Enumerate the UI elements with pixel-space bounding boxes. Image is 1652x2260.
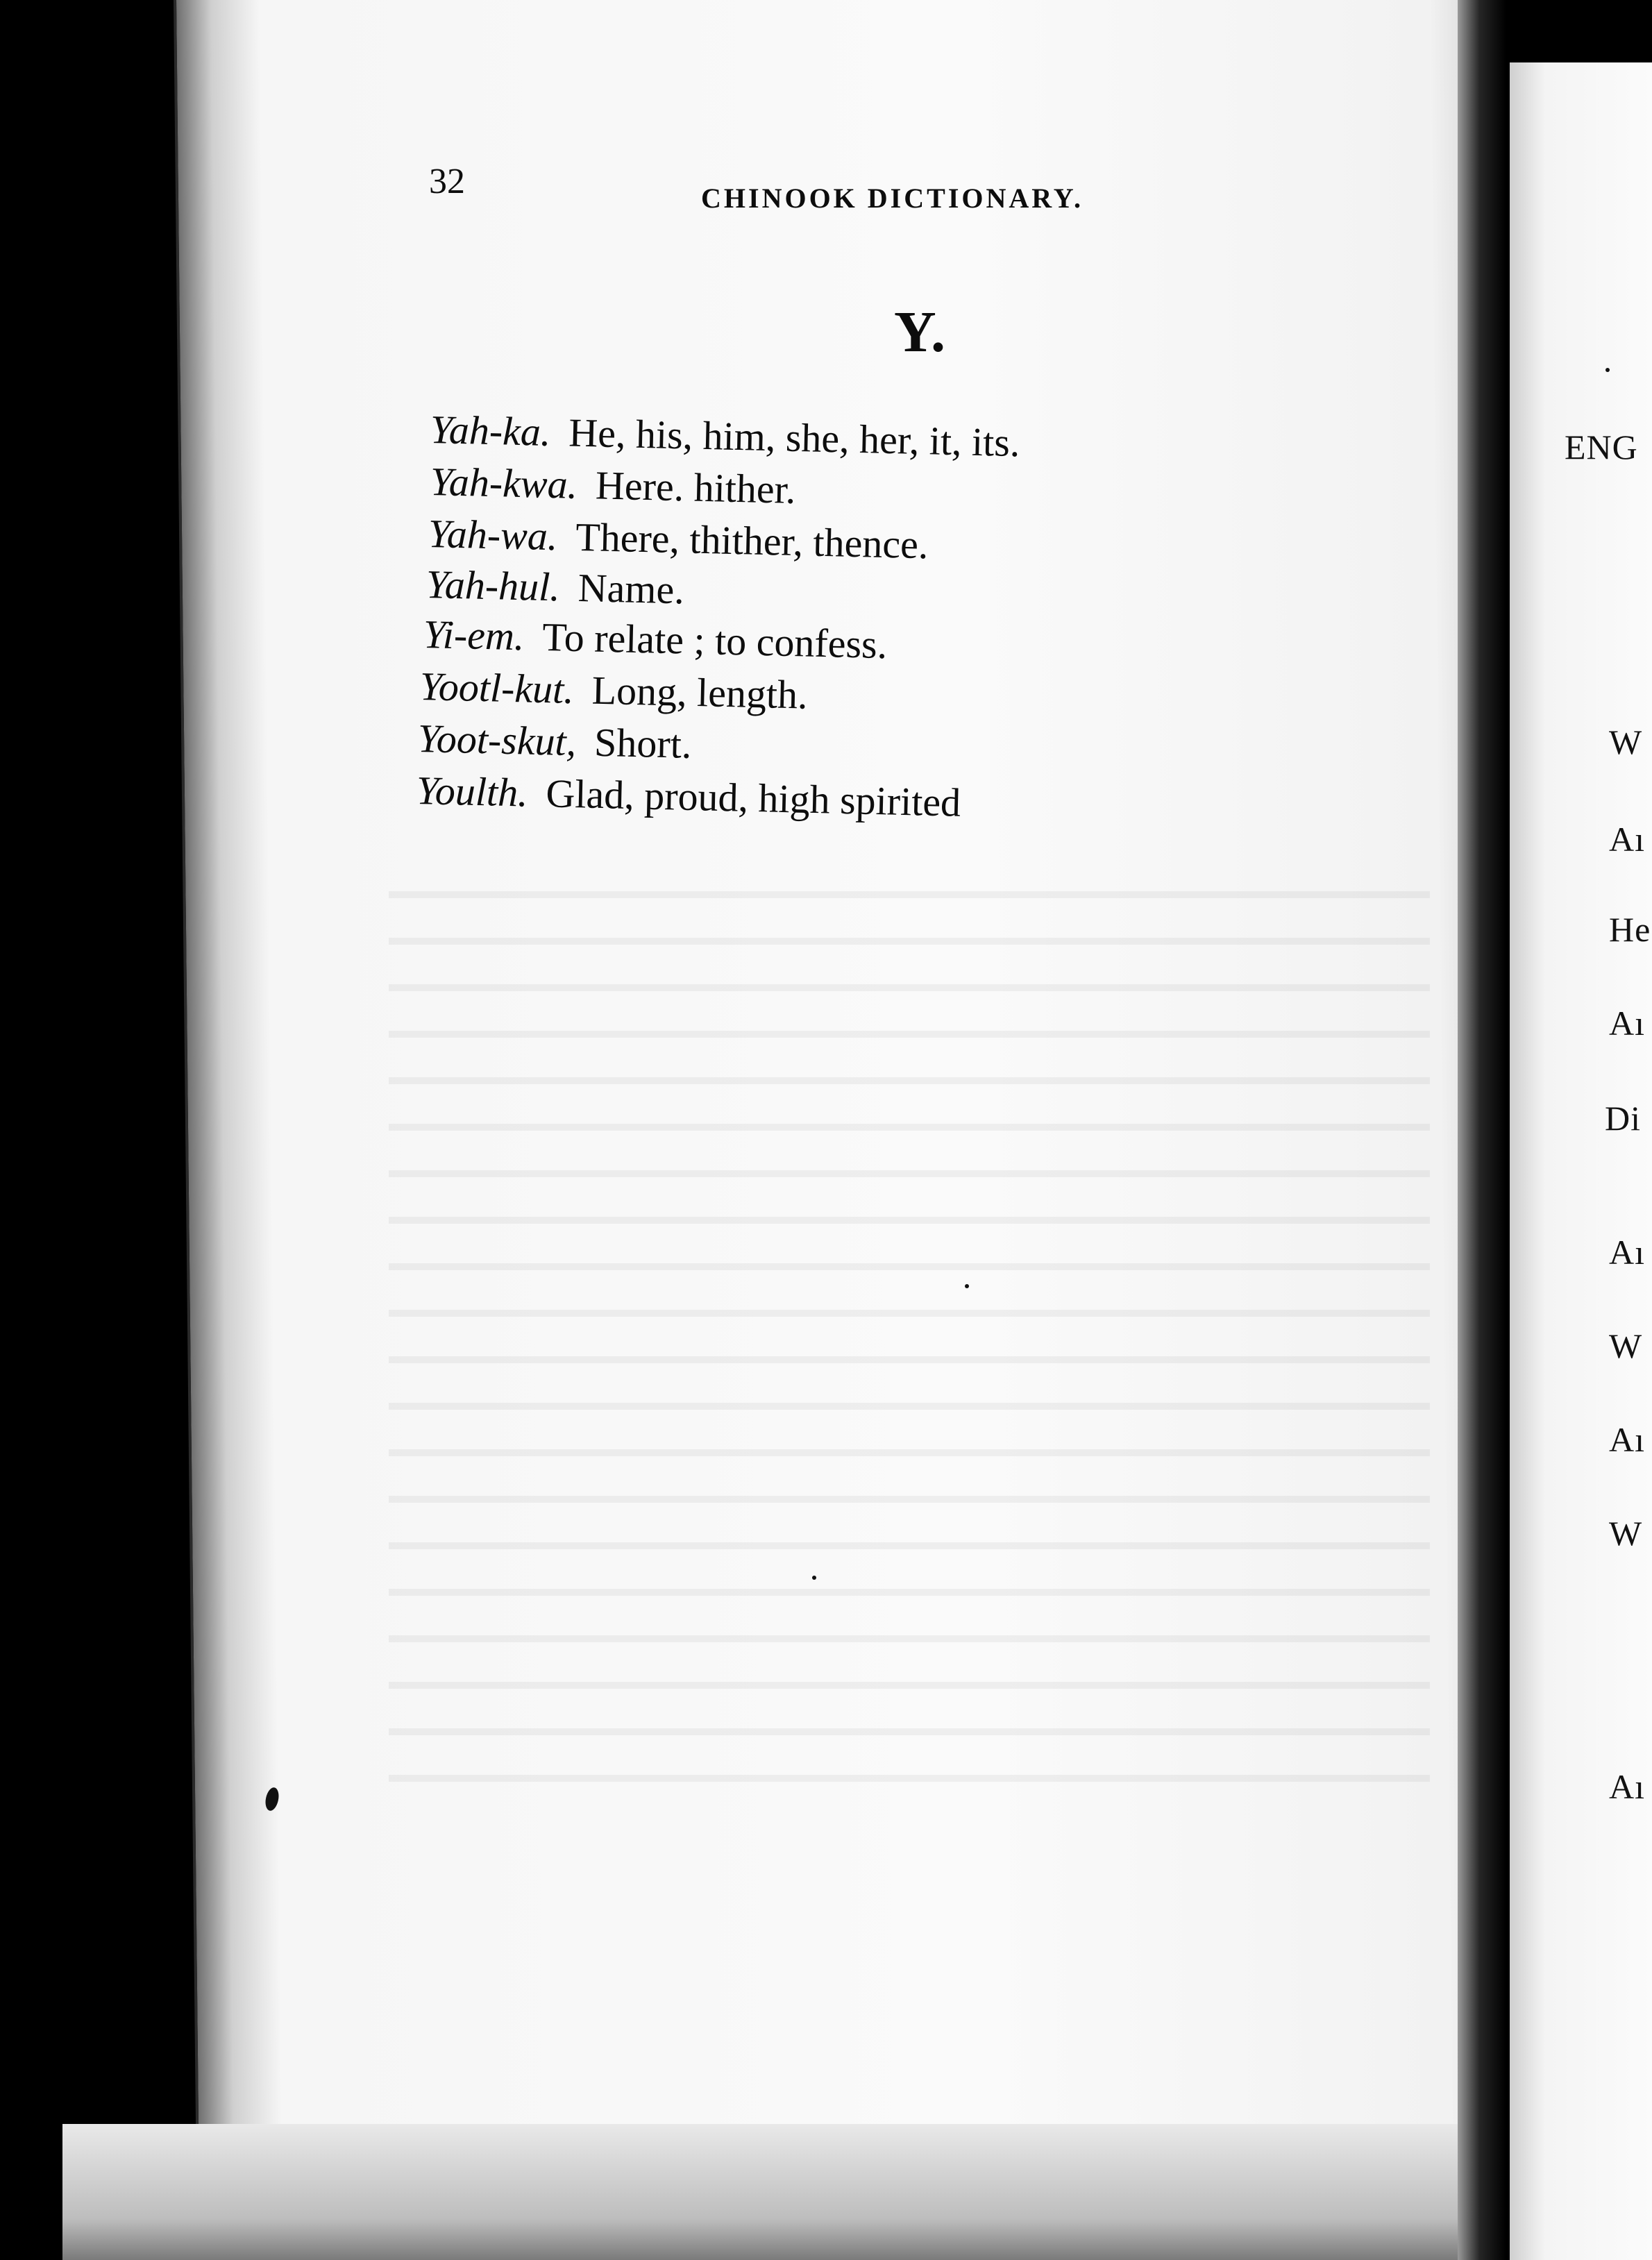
page-bottom-edge — [62, 2124, 1478, 2260]
dictionary-entry — [430, 458, 796, 513]
facing-page-fragment: Aı — [1609, 1420, 1645, 1459]
entry-headword: Yah-wa. — [428, 511, 559, 559]
facing-page-fragment: Aı — [1609, 1233, 1645, 1272]
ink-speck — [965, 1284, 969, 1288]
entry-definition: Glad, proud, high spirited — [545, 770, 961, 825]
book-gutter — [1458, 0, 1506, 2260]
entry-definition: Short. — [593, 719, 693, 767]
entry-definition: To relate ; to confess. — [541, 614, 888, 668]
entry-headword: Yah-hul. — [425, 562, 561, 610]
facing-page-fragment: He — [1609, 910, 1651, 949]
facing-page-fragment: Di — [1605, 1099, 1641, 1138]
facing-page-fragment: Aı — [1609, 820, 1645, 859]
entry-headword: Yootl-kut. — [419, 664, 575, 713]
facing-page-fragment: W — [1609, 723, 1643, 761]
entry-headword: Yah-kwa. — [430, 459, 578, 507]
section-letter: Y. — [894, 300, 945, 364]
ink-speck — [1605, 368, 1610, 372]
entry-definition: Name. — [578, 564, 685, 613]
facing-page-fragment: Aı — [1609, 1004, 1645, 1043]
facing-page-fragment: W — [1609, 1514, 1643, 1553]
entry-headword: Yi-em. — [423, 612, 525, 659]
entry-definition: Here. hither. — [595, 462, 797, 512]
ink-speck — [812, 1576, 816, 1580]
facing-page-fragment: ENG — [1565, 428, 1638, 466]
page-number: 32 — [429, 162, 465, 201]
entry-definition: Long, length. — [591, 667, 809, 718]
running-head: CHINOOK DICTIONARY. — [701, 183, 1084, 214]
entry-headword: Youlth. — [416, 768, 529, 816]
dictionary-entry — [419, 663, 808, 718]
entry-headword: Yoot-skut, — [417, 716, 577, 765]
dictionary-entry — [417, 715, 692, 768]
show-through-text — [389, 861, 1430, 1798]
right-page — [1510, 62, 1652, 2260]
entry-definition: There, thither, thence. — [575, 514, 929, 568]
dictionary-entry — [425, 561, 684, 613]
entry-headword: Yah-ka. — [430, 407, 552, 455]
facing-page-fragment: W — [1609, 1326, 1643, 1365]
entry-definition: He, his, him, she, her, it, its. — [568, 410, 1021, 466]
facing-page-fragment: Aı — [1609, 1767, 1645, 1806]
